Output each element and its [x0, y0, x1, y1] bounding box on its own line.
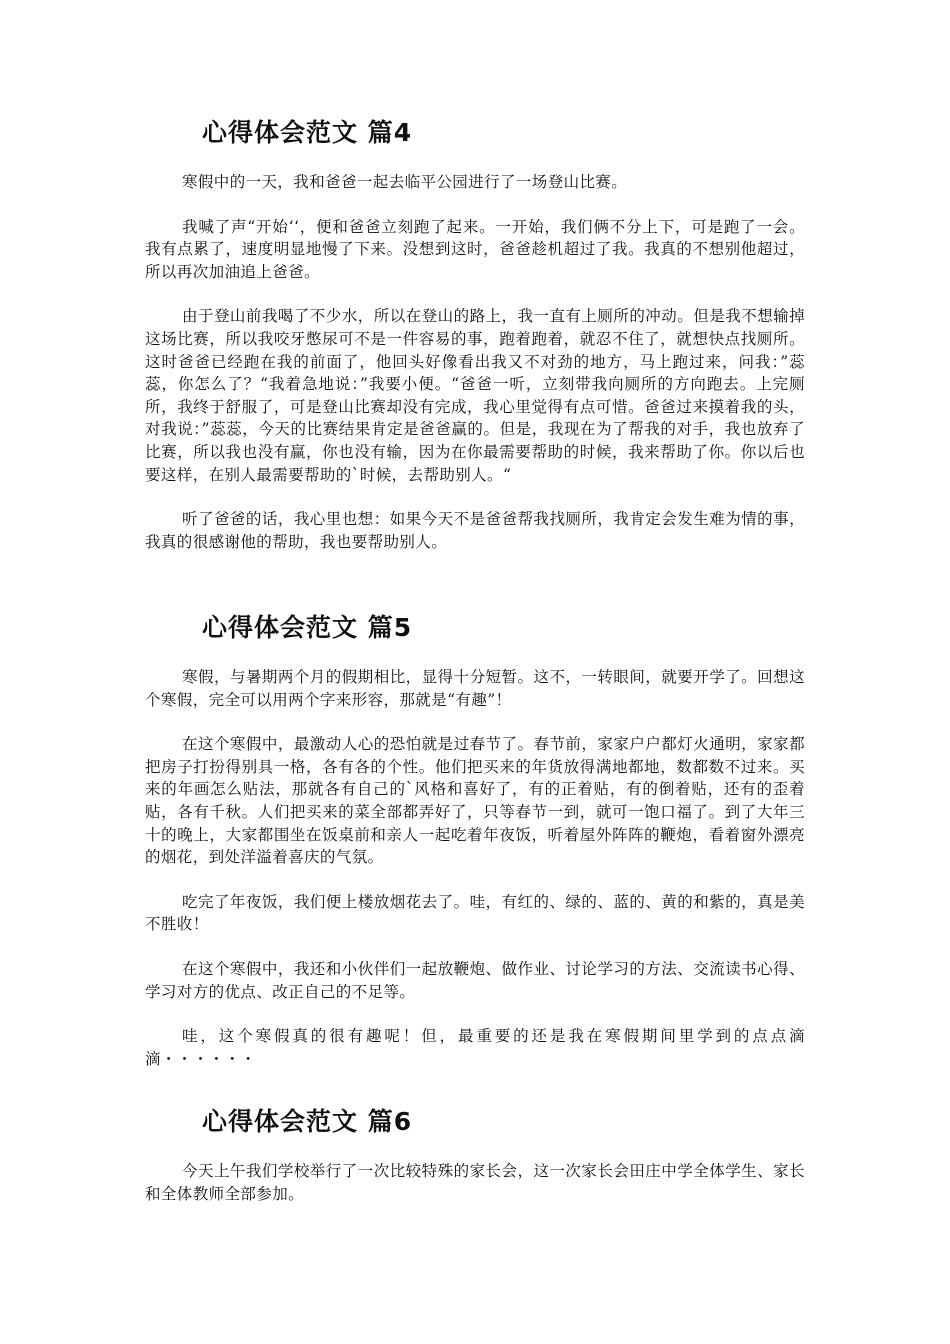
section-heading: 心得体会范文 篇5	[202, 613, 413, 642]
essay-section-5	[145, 612, 805, 1070]
paragraph: 寒假中的一天，我和爸爸一起去临平公园进行了一场登山比赛。	[182, 173, 628, 191]
paragraph: 寒假，与暑期两个月的假期相比，显得十分短暂。这不，一转眼间，就要开学了。回想这个寒假，完全可以用两个字来形容，那就是“有趣”！	[145, 668, 805, 709]
paragraph: 由于登山前我喝了不少水，所以在登山的路上，我一直有上厕所的冲动。但是我不想输掉这场比赛，所以我咬牙憋尿可不是一件容易的事，跑着跑着，就忍不住了，就想快点找厕所。这时爸爸已经跑在我的前面了，他回头好像看出我又不对劲的地方，马上跑过来，问我：”蕊蕊，你怎么了？“我着急地说：”我要小便。“爸爸一听，立刻带我向厕所的方向跑去。上完厕所，我终于舒服了，可是登山比赛却没有完成，我心里觉得有点可惜。爸爸过来摸着我的头，对我说：”蕊蕊，今天的比赛结果肯定是爸爸赢的。但是，我现在为了帮我的对手，我也放弃了比赛，所以我也没有赢，你也没有输，因为在你最需要帮助的时候，我来帮助了你。你以后也要这样，在别人最需要帮助的`时候，去帮助别人。“	[145, 307, 805, 484]
paragraph: 我喊了声“开始‘‘，便和爸爸立刻跑了起来。一开始，我们俩不分上下，可是跑了一会。我有点累了，速度明显地慢了下来。没想到这时，爸爸趁机超过了我。我真的不想别他超过，所以再次加油追上爸爸。	[145, 217, 805, 281]
paragraph: 今天上午我们学校举行了一次比较特殊的家长会，这一次家长会田庄中学全体学生、家长和全体教师全部参加。	[145, 1162, 805, 1203]
paragraph: 哇，这个寒假真的很有趣呢！但，最重要的还是我在寒假期间里学到的点点滴滴・・・・・・	[145, 1027, 805, 1068]
paragraph: 听了爸爸的话，我心里也想：如果今天不是爸爸帮我找厕所，我肯定会发生难为情的事，我真的很感谢他的帮助，我也要帮助别人。	[145, 510, 805, 551]
section-heading: 心得体会范文 篇6	[202, 1107, 413, 1136]
section-heading: 心得体会范文 篇4	[202, 118, 413, 147]
essay-section-4	[145, 117, 805, 553]
paragraph: 吃完了年夜饭，我们便上楼放烟花去了。哇，有红的、绿的、蓝的、黄的和紫的，真是美不胜收！	[145, 892, 805, 934]
paragraph: 在这个寒假中，我还和小伙伴们一起放鞭炮、做作业、讨论学习的方法、交流读书心得、学习对方的优点、改正自己的不足等。	[145, 959, 805, 1001]
essay-section-6	[145, 1106, 805, 1205]
paragraph: 在这个寒假中，最激动人心的恐怕就是过春节了。春节前，家家户户都灯火通明，家家都把房子打扮得别具一格，各有各的个性。他们把买来的年货放得满地都地，数都数不过来。买来的年画怎么贴法，那就各有自己的`风格和喜好了，有的正着贴，有的倒着贴，还有的歪着贴，各有千秋。人们把买来的菜全部都弄好了，只等春节一到，就可一饱口福了。到了大年三十的晚上，大家都围坐在饭桌前和亲人一起吃着年夜饭，听着屋外阵阵的鞭炮，看着窗外漂亮的烟花，到处洋溢着喜庆的气氛。	[145, 735, 805, 867]
